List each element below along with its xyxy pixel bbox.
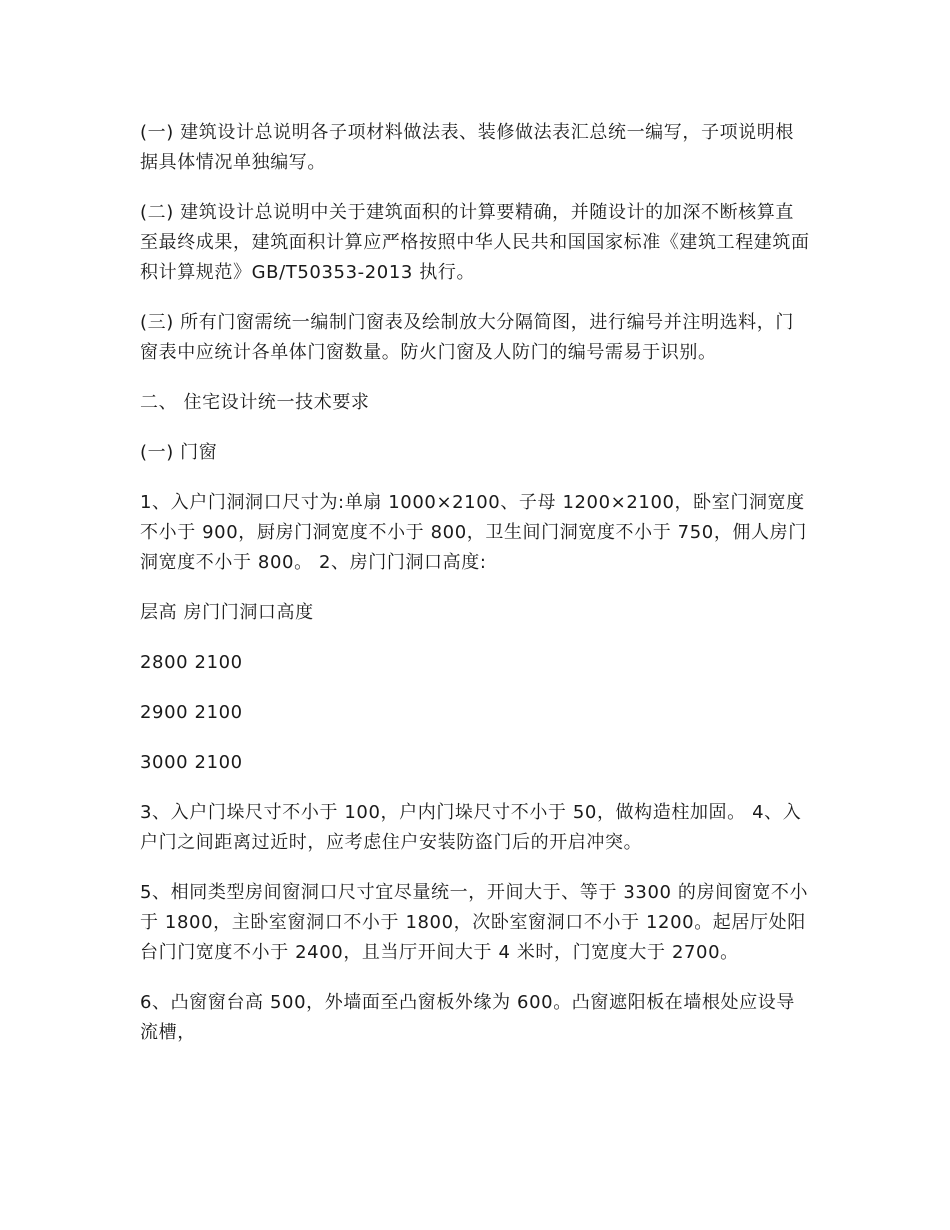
section-item-3: (三) 所有门窗需统一编制门窗表及绘制放大分隔简图，进行编号并注明选料，门窗表中应统计各单体门窗数量。防火门窗及人防门的编号需易于识别。 (140, 312, 794, 363)
subsection-heading-doors-windows: (一) 门窗 (140, 442, 218, 463)
clause-3-4: 3、入户门垛尺寸不小于 100，户内门垛尺寸不小于 50，做构造柱加固。 4、入户门之间距离过近时，应考虑住户安装防盗门后的开启冲突。 (140, 802, 802, 853)
table-row: 2800 2100 (140, 652, 243, 673)
section-item-1: (一) 建筑设计总说明各子项材料做法表、装修做法表汇总统一编写，子项说明根据具体情况单独编写。 (140, 122, 794, 173)
clause-5: 5、相同类型房间窗洞口尺寸宜尽量统一，开间大于、等于 3300 的房间窗宽不小于 1800，主卧室窗洞口不小于 1800，次卧室窗洞口不小于 1200。起居厅处阳台门门宽度不小于 2400，且当厅开间大于 4 米时，门宽度大于 2700。 (140, 882, 809, 963)
table-row: 3000 2100 (140, 752, 243, 773)
chapter-heading: 二、 住宅设计统一技术要求 (140, 392, 370, 413)
clause-6: 6、凸窗窗台高 500，外墙面至凸窗板外缘为 600。凸窗遮阳板在墙根处应设导流槽， (140, 992, 796, 1043)
section-item-2: (二) 建筑设计总说明中关于建筑面积的计算要精确，并随设计的加深不断核算直至最终成果，建筑面积计算应严格按照中华人民共和国国家标准《建筑工程建筑面积计算规范》GB/T50353-2013 执行。 (140, 202, 810, 283)
clause-1-2: 1、入户门洞洞口尺寸为:单扇 1000×2100、子母 1200×2100，卧室门洞宽度不小于 900，厨房门洞宽度不小于 800，卫生间门洞宽度不小于 750，佣人房门洞宽度不小于 800。 2、房门门洞口高度: (140, 492, 807, 573)
table-row: 2900 2100 (140, 702, 243, 723)
document-body (140, 118, 812, 1068)
table-header-row: 层高 房门门洞口高度 (140, 602, 314, 623)
